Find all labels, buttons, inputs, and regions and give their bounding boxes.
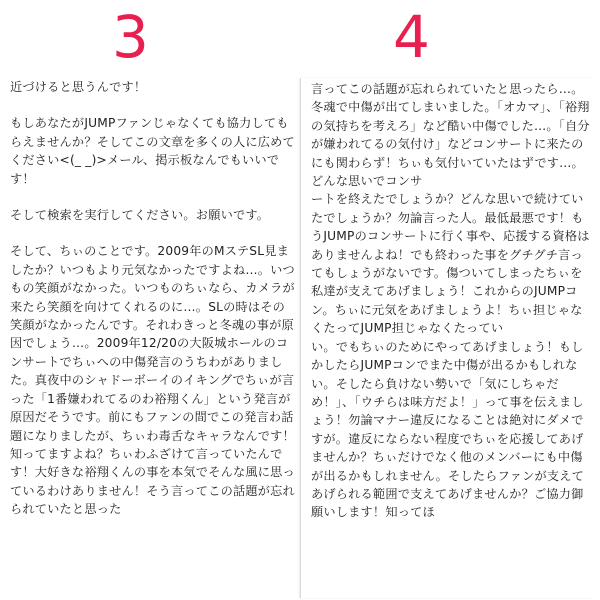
paragraph: そして、ちぃのことです。2009年のMステSL見ましたか？いつもより元気なかったですよね…。いつもの笑顔がなかった。いつものちぃなら、カメラが来たら笑顔を向けてくれるのに…。SLの時はその笑顔がなかったんです。それわきっと冬魂の事が原因でしょう…。2009年12/20の大阪城ホールのコンサートでちぃへの中傷発言のうちわがありました。真夜中のシャドーボーイのイキングでちぃが言った「1番嫌われてるのわ裕翔くん」という発言が原因だそうです。前にもファンの間でこの発言わ話題になりましたが、ちぃわ毒舌なキャラなんです！知ってますよね？ちぃわふざけて言っていたんです！大好きな裕翔くんの事を本気でそんな風に思っているわけありません！そう言ってこの話題が忘れられていたと思った [10,244,295,517]
text-panel-right [300,78,594,598]
paragraph: 言ってこの話題が忘れられていたと思ったら…。冬魂で中傷が出てしまいました。「オカマ」、「裕翔の気持ちを考えろ」など酷い中傷でした…。「自分が嫌われてるの気付け」などコンサートに来たのにも関わらず！ちぃも気付いていたはずです…。どんな思いでコンサ ートを終えたでしょうか？どんな思いで続けていたでしょうか？勿論言った人。最低最悪です！もうJUMPのコンサートに行く事や、応援する資格はありませんよね！でも終わった事をグチグチ言ってもしょうがないです。傷ついてしまったちぃを私達が支えてあげましょう！これからのJUMPコン。ちぃに元気をあげましょうよ！ちぃ担じゃなくたってJUMP担じゃなくたってい い。でもちぃのためにやってあげましょう！もしかしたらJUMPコンでまた中傷が出るかもしれない。そしたら負けない勢いで「気にしちゃだめ！」、「ウチらは味方だよ！」って事を伝えましょう！勿論マナー違反になることは絶対にダメですが。違反にならない程度でちぃを応援してあげませんか？ちぃだけでなく他のメンバーにも中傷が出るかもしれません。そしたらファンが支えてあげられる範囲で支えてあげませんか？ご協力御願いします！知ってほ [311,82,590,520]
paragraph: もしあなたがJUMPファンじゃなくても協力してもらえませんか？そしてこの文章を多くの人に広めてください<(_ _)>メール、掲示板なんでもいいです！ [10,116,295,186]
text-panel-left [8,78,298,598]
paragraph: 近づけると思うんです！ [10,80,147,94]
page-number-4: 4 [393,3,430,71]
page-number-3: 3 [112,3,149,71]
paragraph: そして検索を実行してください。お願いです。 [10,208,270,223]
